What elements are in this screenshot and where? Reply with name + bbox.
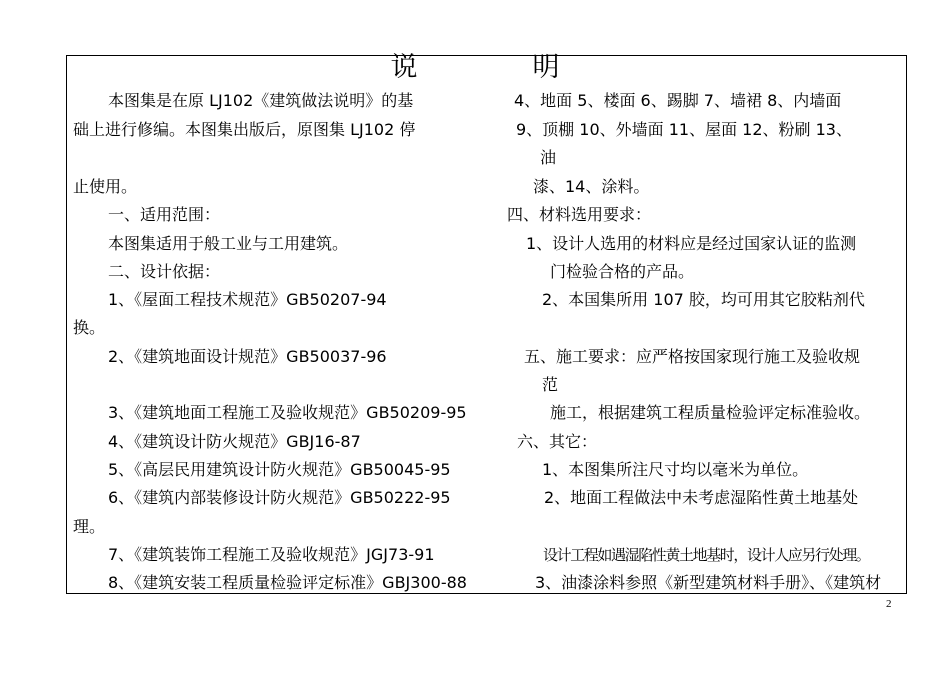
- left-line: 3、《建筑地面工程施工及验收规范》GB50209-95: [108, 403, 467, 422]
- left-line: 本图集是在原 LJ102《建筑做法说明》的基: [108, 91, 414, 110]
- left-line: 二、设计依据：: [108, 262, 221, 281]
- left-line: 6、《建筑内部装修设计防火规范》GB50222-95: [108, 488, 451, 507]
- left-line: 4、《建筑设计防火规范》GBJ16-87: [108, 432, 361, 451]
- right-line: 1、本图集所注尺寸均以毫米为单位。: [542, 460, 809, 479]
- left-line: 理。: [73, 517, 106, 536]
- page-title: 说 明: [390, 52, 604, 83]
- left-line: 2、《建筑地面设计规范》GB50037-96: [108, 347, 387, 366]
- left-line: 5、《高层民用建筑设计防火规范》GB50045-95: [108, 460, 451, 479]
- right-line: 油: [540, 148, 557, 167]
- right-line: 2、本国集所用 107 胶，均可用其它胶粘剂代: [542, 290, 865, 309]
- right-line: 范: [542, 375, 559, 394]
- left-line: 7、《建筑装饰工程施工及验收规范》JGJ73-91: [108, 545, 435, 564]
- right-line: 施工，根据建筑工程质量检验评定标准验收。: [550, 403, 871, 422]
- right-line: 设计工程如遇湿陷性黄土地基时，设计人应另行处理。: [543, 546, 870, 564]
- right-line: 门检验合格的产品。: [550, 262, 695, 281]
- right-line: 1、设计人选用的材料应是经过国家认证的监测: [526, 234, 857, 253]
- left-line: 1、《屋面工程技术规范》GB50207-94: [108, 290, 387, 309]
- left-line: 一、适用范围：: [108, 205, 221, 224]
- left-line: 止使用。: [73, 177, 138, 196]
- left-line: 换。: [73, 318, 106, 337]
- left-line: 8、《建筑安装工程质量检验评定标准》GBJ300-88: [108, 573, 467, 592]
- right-line: 2、地面工程做法中未考虑湿陷性黄土地基处: [544, 488, 859, 507]
- right-line: 4、地面 5、楼面 6、踢脚 7、墙裙 8、内墙面: [514, 91, 842, 110]
- right-line: 3、油漆涂料参照《新型建筑材料手册》、《建筑材: [535, 573, 882, 592]
- right-line: 漆、14、涂料。: [533, 177, 650, 196]
- left-line: 础上进行修编。本图集出版后，原图集 LJ102 停: [73, 120, 416, 139]
- right-line: 六、其它：: [517, 432, 598, 451]
- right-line: 五、施工要求：应严格按国家现行施工及验收规: [524, 347, 861, 366]
- page-number: 2: [886, 598, 892, 610]
- right-line: 四、材料选用要求：: [507, 205, 652, 224]
- left-line: 本图集适用于般工业与工用建筑。: [108, 234, 349, 253]
- right-line: 9、顶棚 10、外墙面 11、屋面 12、粉刷 13、: [516, 120, 852, 139]
